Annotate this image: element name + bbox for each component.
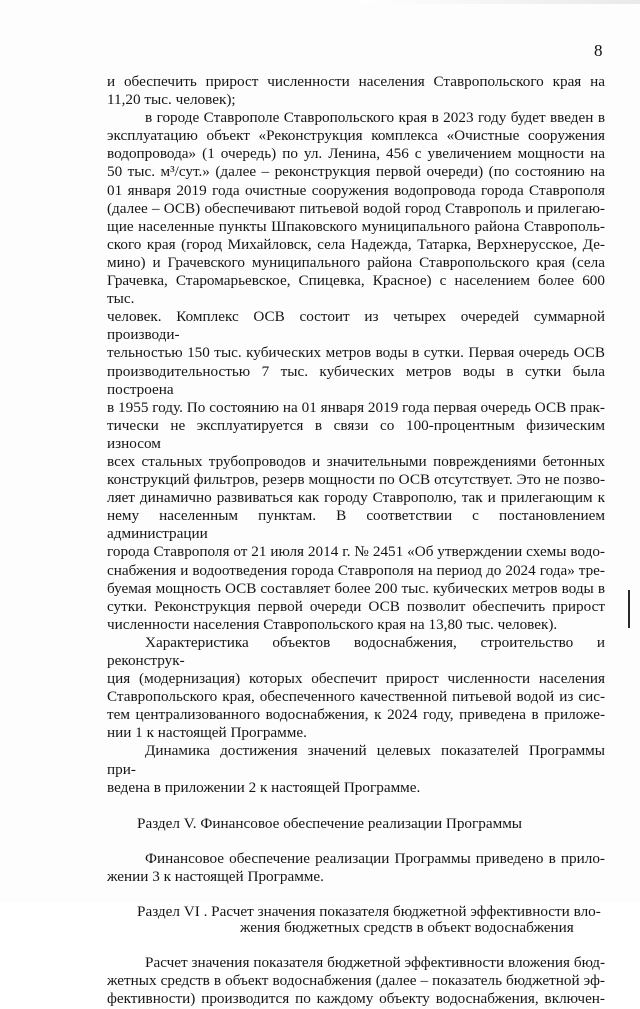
- text-line: мино) и Грачевского муниципального района Ставропольского края (села: [107, 253, 605, 271]
- text-line: 50 тыс. м³/сут.» (далее – реконструкция первой очереди) (по состоянию на: [107, 163, 605, 181]
- text-line: тельностью 150 тыс. кубических метров воды в сутки. Первая очередь ОСВ: [107, 344, 605, 362]
- text-line: ляет динамично развиваться как городу Ставрополю, так и прилегающим к: [107, 489, 605, 507]
- spacer: [107, 833, 605, 850]
- text-line: Расчет значения показателя бюджетной эффективности вложения бюд-: [145, 954, 605, 972]
- text-line: численности населения Ставропольского края на 13,80 тыс. человек).: [107, 615, 558, 633]
- text-line: человек. Комплекс ОСВ состоит из четырех очередей суммарной производи-: [107, 308, 605, 344]
- text-line: Характеристика объектов водоснабжения, строительство и реконструк-: [107, 633, 605, 669]
- text-line: жении 3 к настоящей Программе.: [107, 867, 324, 885]
- scan-artifact: [360, 0, 640, 4]
- text-line: тем централизованного водоснабжения, к 2024 году, приведена в приложе-: [107, 706, 605, 724]
- page-number: 8: [594, 41, 603, 60]
- text-line: нии 1 к настоящей Программе.: [107, 724, 307, 742]
- text-line: производительностью 7 тыс. кубических метров воды в сутки была построена: [107, 362, 605, 398]
- margin-mark: [628, 590, 630, 628]
- text-line: и обеспечить прирост численности населения Ставропольского края на: [107, 73, 605, 90]
- paragraph-3: [107, 634, 605, 743]
- text-line: буемая мощность ОСВ составляет более 200 тыс. кубических метров воды в: [107, 579, 605, 597]
- paragraph-2: [107, 109, 605, 634]
- section-6-heading-line-2: жения бюджетных средств в объект водоснабжения: [240, 919, 574, 937]
- text-line: конструкций фильтров, резерв мощности по ОСВ отсутствует. Это не позво-: [107, 471, 605, 489]
- text-line: Грачевка, Старомарьевское, Спицевка, Красное) с населением более 600 тыс.: [107, 272, 605, 308]
- document-body: [107, 73, 605, 1009]
- spacer: [107, 937, 605, 954]
- section-5-heading: Раздел V. Финансовое обеспечение реализации Программы: [137, 814, 523, 832]
- paragraph-4: [107, 742, 605, 796]
- paragraph-1: [107, 73, 605, 109]
- text-line: Динамика достижения значений целевых показателей Программы при-: [107, 742, 605, 778]
- text-line: в городе Ставрополе Ставропольского края в 2023 году будет введен в: [145, 109, 605, 127]
- text-line: города Ставрополя от 21 июля 2014 г. № 2451 «Об утверждении схемы водо-: [107, 543, 605, 561]
- section-5-paragraph: [107, 850, 605, 886]
- section-6-heading-line-1: Раздел VI . Расчет значения показателя бюджетной эффективности вло-: [137, 903, 601, 921]
- text-line: ция (модернизация) которых обеспечит прирост численности населения: [107, 670, 605, 688]
- text-line: Финансовое обеспечение реализации Программы приведено в прило-: [145, 849, 605, 867]
- text-line: сутки. Реконструкция первой очереди ОСВ позволит обеспечить прирост: [107, 597, 605, 615]
- text-line: фективности) производится по каждому объекту водоснабжения, включен-: [107, 990, 605, 1008]
- text-line: щие населенные пункты Шпаковского муниципального района Ставрополь-: [107, 217, 605, 235]
- text-line: 01 января 2019 года очистные сооружения водопровода города Ставрополя: [107, 181, 605, 199]
- text-line: эксплуатацию объект «Реконструкция комплекса «Очистные сооружения: [107, 127, 605, 145]
- text-line: тически не эксплуатируется в связи со 100-процентным физическим износом: [107, 416, 605, 452]
- text-line: в 1955 году. По состоянию на 01 января 2019 года первая очередь ОСВ прак-: [107, 398, 605, 416]
- text-line: ского края (город Михайловск, села Надежда, Татарка, Верхнерусское, Де-: [107, 235, 605, 253]
- text-line: всех стальных трубопроводов и значительными повреждениями бетонных: [107, 452, 605, 470]
- text-line: ведена в приложении 2 к настоящей Программе.: [107, 778, 421, 796]
- text-line: жетных средств в объект водоснабжения (далее – показатель бюджетной эф-: [107, 972, 605, 990]
- section-6-paragraph: [107, 954, 605, 1008]
- text-line: водопровода» (1 очередь) по ул. Ленина, 456 с увеличением мощности на: [107, 145, 605, 163]
- text-line: 11,20 тыс. человек);: [107, 91, 236, 109]
- text-line: Ставропольского края, обеспеченного качественной питьевой водой из сис-: [107, 688, 605, 706]
- text-line: нему населенным пунктам. В соответствии с постановлением администрации: [107, 507, 605, 543]
- spacer: [107, 886, 605, 903]
- text-line: (далее – ОСВ) обеспечивают питьевой водой город Ставрополь и прилегаю-: [107, 199, 605, 217]
- section-6-heading: [107, 903, 605, 937]
- text-line: снабжения и водоотведения города Ставрополя на период до 2024 года» тре-: [107, 561, 605, 579]
